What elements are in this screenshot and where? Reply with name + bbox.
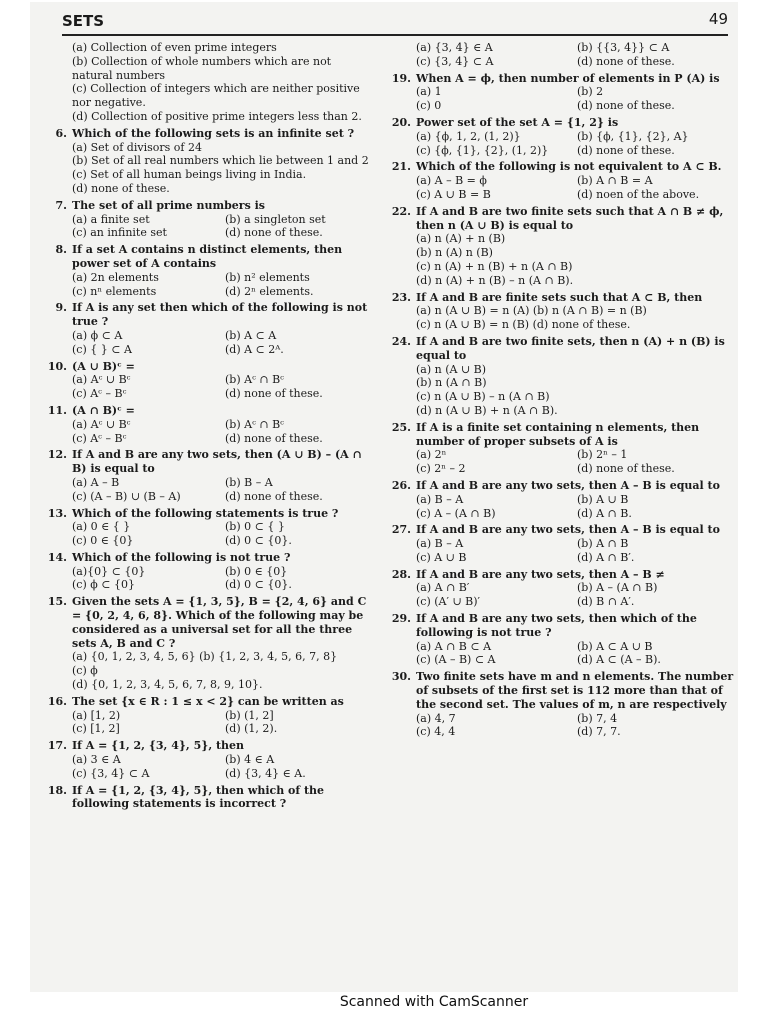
option: (c) {3, 4} ⊂ A <box>416 54 494 68</box>
question-number: 25. <box>391 420 411 434</box>
option-list <box>416 581 734 609</box>
scanned-page <box>30 2 738 992</box>
option: (d) A ⊂ 2ᴬ. <box>225 342 284 356</box>
question-number: 17. <box>47 739 67 753</box>
option: (a) 2n elements <box>72 270 159 284</box>
option-list <box>416 493 734 521</box>
option: (c) 2ⁿ – 2 <box>416 462 466 476</box>
question-item <box>38 507 374 548</box>
option: (b) A ⊂ A ∪ B <box>577 639 653 653</box>
page-header <box>62 8 728 36</box>
option: (a) A – B <box>72 475 120 489</box>
question-number: 10. <box>47 359 67 373</box>
option: (a) 0 ∈ { } <box>72 520 131 534</box>
option-list <box>416 130 734 158</box>
option-list <box>72 753 374 781</box>
question-number: 29. <box>391 612 411 626</box>
option: (b) Aᶜ ∩ Bᶜ <box>225 417 284 431</box>
option-list <box>72 476 374 504</box>
option: (d) A ∩ B′. <box>577 550 635 564</box>
question-number: 13. <box>47 506 67 520</box>
question-text: If A is any set then which of the following is not true ? <box>72 301 368 329</box>
option: (a) Collection of even prime integers <box>72 41 277 54</box>
question-text: The set {x ∈ R : 1 ≤ x < 2} can be written as <box>72 694 344 708</box>
option: (c) ϕ <box>72 664 98 678</box>
question-number: 30. <box>391 670 411 684</box>
option: (c) ϕ ⊂ {0} <box>72 578 135 592</box>
left-question-list <box>38 127 374 811</box>
option: (b) (1, 2] <box>225 708 274 722</box>
option: (a) [1, 2) <box>72 708 121 722</box>
option-list <box>72 650 374 691</box>
question-text: If A = {1, 2, {3, 4}, 5}, then which of the following statements is incorrect ? <box>72 783 325 811</box>
option: (c) {3, 4} ⊂ A <box>72 766 150 780</box>
option: (b) A ∩ B = A <box>577 174 653 188</box>
option-list <box>72 565 374 593</box>
option-list <box>416 174 734 202</box>
option: (b) {{3, 4}} ⊂ A <box>577 41 670 54</box>
option: (d) n (A) + n (B) – n (A ∩ B). <box>416 273 574 287</box>
option: (c) n (A ∪ B) – n (A ∩ B) <box>416 390 550 404</box>
question-number: 26. <box>391 478 411 492</box>
option: (a) 2ⁿ <box>416 448 447 462</box>
option: (b) a singleton set <box>225 212 326 226</box>
question-number: 23. <box>391 290 411 304</box>
option: (b) A ∪ B <box>577 492 629 506</box>
option: (d) 0 ⊂ {0}. <box>225 578 292 592</box>
question-text: If A and B are finite sets such that A ⊂ B, then <box>416 290 703 304</box>
question-number: 16. <box>47 694 67 708</box>
question-number: 8. <box>55 243 67 257</box>
option-list <box>72 418 374 446</box>
option-list <box>416 712 734 740</box>
option: (d) none of these. <box>225 489 323 503</box>
option: (a){0} ⊂ {0} <box>72 564 146 578</box>
option: (c) nⁿ elements <box>72 284 157 298</box>
scanner-watermark: Scanned with CamScanner <box>339 994 529 1010</box>
option-list <box>416 232 734 287</box>
option: (c) (A – B) ⊂ A <box>416 653 496 667</box>
option: (a) 4, 7 <box>416 711 456 725</box>
option: (d) Collection of positive prime integers less than 2. <box>72 109 362 123</box>
question-number: 12. <box>47 448 67 462</box>
option: (b) 7, 4 <box>577 711 618 725</box>
option: (c) n (A ∪ B) = n (B) (d) none of these. <box>416 318 631 332</box>
question-text: Which of the following is not equivalent to A ⊂ B. <box>416 160 722 174</box>
option: (a) ϕ ⊂ A <box>72 328 123 342</box>
continued-question <box>38 41 374 124</box>
option: (d) A ⊂ (A – B). <box>577 653 661 667</box>
option-list <box>416 448 734 476</box>
question-item <box>38 404 374 445</box>
option-list <box>72 709 374 737</box>
option: (a) 3 ∈ A <box>72 753 121 767</box>
option-list <box>72 141 374 196</box>
option: (a) Aᶜ ∪ Bᶜ <box>72 417 131 431</box>
question-number: 22. <box>391 204 411 218</box>
question-item <box>382 670 734 739</box>
question-text: Power set of the set A = {1, 2} is <box>416 115 619 129</box>
option: (b) 0 ⊂ { } <box>225 520 285 534</box>
question-text: Which of the following is not true ? <box>72 550 291 564</box>
right-question-list <box>382 72 734 740</box>
option: (d) none of these. <box>577 54 675 68</box>
question-number: 9. <box>55 301 67 315</box>
option: (d) none of these. <box>225 387 323 401</box>
option: (d) none of these. <box>577 462 675 476</box>
continued-options <box>72 41 374 124</box>
question-text: (A ∪ B)ᶜ = <box>72 359 135 373</box>
option: (b) A ∩ B <box>577 537 629 551</box>
option: (a) {0, 1, 2, 3, 4, 5, 6} (b) {1, 2, 3, 4, 5, 6, 7, 8} <box>72 650 338 664</box>
option: (b) 0 ∈ {0} <box>225 564 288 578</box>
option: (d) noen of the above. <box>577 187 700 201</box>
option: (d) B ∩ A′. <box>577 595 635 609</box>
option: (c) {ϕ, {1}, {2}, (1, 2)} <box>416 143 549 157</box>
question-number: 28. <box>391 567 411 581</box>
continued-options-18 <box>416 41 734 69</box>
question-number: 19. <box>391 71 411 85</box>
option-list <box>72 271 374 299</box>
option: (c) 0 <box>416 99 442 113</box>
option: (d) {0, 1, 2, 3, 4, 5, 6, 7, 8, 9, 10}. <box>72 678 263 692</box>
question-item <box>382 421 734 476</box>
question-text: If A and B are any two sets, then which of the following is not true ? <box>416 612 697 639</box>
question-number: 7. <box>55 198 67 212</box>
option: (d) none of these. <box>225 431 323 445</box>
option: (c) Aᶜ – Bᶜ <box>72 387 127 401</box>
option: (a) 1 <box>416 85 442 99</box>
page-number: 49 <box>708 10 728 28</box>
question-item <box>38 199 374 240</box>
question-item <box>38 360 374 401</box>
section-title: SETS <box>62 12 105 30</box>
question-text: Which of the following sets is an infinite set ? <box>72 126 355 140</box>
option: (d) A ∩ B. <box>577 506 632 520</box>
option: (c) Collection of integers which are neither positive nor negative. <box>72 82 360 110</box>
question-number: 14. <box>47 550 67 564</box>
option-list <box>416 304 734 332</box>
option-list <box>72 213 374 241</box>
option: (b) n² elements <box>225 270 310 284</box>
option: (c) (A′ ∪ B)′ <box>416 595 481 609</box>
question-text: Two finite sets have m and n elements. The number of subsets of the first set is 112 more than that of the second set. The values of m, n are respectively <box>416 670 734 711</box>
question-number: 27. <box>391 523 411 537</box>
option-list <box>72 373 374 401</box>
option: (b) Aᶜ ∩ Bᶜ <box>225 373 284 387</box>
right-column <box>382 38 734 739</box>
option: (b) {ϕ, {1}, {2}, A} <box>577 129 689 143</box>
option: (a) A – B = ϕ <box>416 174 487 188</box>
option: (d) (1, 2). <box>225 722 278 736</box>
question-text: When A = ϕ, then number of elements in P (A) is <box>416 71 720 85</box>
option: (a) Aᶜ ∪ Bᶜ <box>72 373 131 387</box>
question-item <box>382 612 734 667</box>
question-text: If A and B are any two sets, then A – B ≠ <box>416 567 665 581</box>
option: (a) Set of divisors of 24 <box>72 140 202 154</box>
option: (d) n (A ∪ B) + n (A ∩ B). <box>416 403 558 417</box>
question-item <box>382 160 734 201</box>
question-text: If A is a finite set containing n elements, then number of proper subsets of A is <box>416 420 700 448</box>
question-item <box>38 448 374 503</box>
question-item <box>382 523 734 564</box>
question-number: 18. <box>47 783 67 797</box>
option-list <box>416 85 734 113</box>
question-text: If A = {1, 2, {3, 4}, 5}, then <box>72 739 245 753</box>
question-text: If A and B are any two sets, then A – B is equal to <box>416 478 720 492</box>
question-number: 24. <box>391 334 411 348</box>
option: (c) n (A) + n (B) + n (A ∩ B) <box>416 259 573 273</box>
question-item <box>382 72 734 113</box>
question-item <box>382 479 734 520</box>
question-item <box>38 243 374 298</box>
option: (a) a finite set <box>72 212 150 226</box>
question-number: 20. <box>391 115 411 129</box>
option: (c) A ∪ B <box>416 550 467 564</box>
option: (b) 4 ∈ A <box>225 753 275 767</box>
option: (d) none of these. <box>577 99 675 113</box>
option: (b) n (A) n (B) <box>416 246 493 260</box>
option: (d) none of these. <box>72 181 170 195</box>
question-number: 11. <box>47 403 67 417</box>
option: (b) A – (A ∩ B) <box>577 581 658 595</box>
question-item <box>382 205 734 288</box>
question-text: If A and B are any two sets, then (A ∪ B) – (A ∩ B) is equal to <box>72 448 362 476</box>
option: (b) Set of all real numbers which lie between 1 and 2 <box>72 154 369 168</box>
question-item <box>38 301 374 356</box>
question-item <box>382 291 734 332</box>
option: (c) [1, 2] <box>72 722 120 736</box>
question-item <box>382 568 734 609</box>
option: (b) Collection of whole numbers which are not natural numbers <box>72 54 332 82</box>
option: (a) {3, 4} ∈ A <box>416 41 493 54</box>
option: (c) A – (A ∩ B) <box>416 506 496 520</box>
option: (a) A ∩ B′ <box>416 581 470 595</box>
option: (a) {ϕ, 1, 2, (1, 2)} <box>416 129 521 143</box>
question-item <box>382 116 734 157</box>
question-text: If A and B are two finite sets such that A ∩ B ≠ ϕ, then n (A ∪ B) is equal to <box>416 204 724 232</box>
option: (a) B – A <box>416 492 464 506</box>
option: (c) A ∪ B = B <box>416 187 491 201</box>
option: (b) 2 <box>577 85 604 99</box>
option: (c) (A – B) ∪ (B – A) <box>72 489 181 503</box>
question-text: Given the sets A = {1, 3, 5}, B = {2, 4, 6} and C = {0, 2, 4, 6, 8}. Which of the following may be considered as a universal set for all the three sets A, B and C ? <box>72 595 367 650</box>
option: (d) 7, 7. <box>577 725 621 739</box>
question-item <box>38 739 374 780</box>
option: (d) 0 ⊂ {0}. <box>225 534 292 548</box>
question-text: If A and B are any two sets, then A – B is equal to <box>416 523 720 537</box>
option-list <box>72 520 374 548</box>
question-item <box>38 695 374 736</box>
option: (b) n (A ∩ B) <box>416 376 487 390</box>
option: (b) 2ⁿ – 1 <box>577 448 628 462</box>
option: (a) n (A) + n (B) <box>416 232 506 246</box>
question-number: 6. <box>55 126 67 140</box>
question-text: The set of all prime numbers is <box>72 198 265 212</box>
option: (d) none of these. <box>225 226 323 240</box>
option: (a) n (A ∪ B) <box>416 362 487 376</box>
option: (c) Set of all human beings living in India. <box>72 168 307 182</box>
question-item <box>38 784 374 812</box>
option: (d) 2ⁿ elements. <box>225 284 314 298</box>
question-text: (A ∩ B)ᶜ = <box>72 403 135 417</box>
option: (c) 4, 4 <box>416 725 456 739</box>
question-number: 15. <box>47 595 67 609</box>
question-item <box>382 335 734 418</box>
option-list <box>72 329 374 357</box>
continued-question-18 <box>382 41 734 69</box>
question-text: If a set A contains n distinct elements, then power set of A contains <box>72 243 343 270</box>
option: (c) 0 ∈ {0} <box>72 534 134 548</box>
question-item <box>38 551 374 592</box>
question-number: 21. <box>391 160 411 174</box>
question-item <box>38 595 374 692</box>
option: (a) B – A <box>416 537 464 551</box>
option: (b) A ⊂ A <box>225 328 277 342</box>
question-item <box>38 127 374 196</box>
option: (d) {3, 4} ∈ A. <box>225 766 306 780</box>
option: (a) n (A ∪ B) = n (A) (b) n (A ∩ B) = n (B) <box>416 304 647 318</box>
option-list <box>416 363 734 418</box>
option: (c) an infinite set <box>72 226 167 240</box>
question-text: Which of the following statements is true ? <box>72 506 339 520</box>
option-list <box>416 537 734 565</box>
option: (a) A ∩ B ⊂ A <box>416 639 492 653</box>
left-column <box>38 38 374 811</box>
option: (d) none of these. <box>577 143 675 157</box>
option: (c) Aᶜ – Bᶜ <box>72 431 127 445</box>
option: (c) { } ⊂ A <box>72 342 132 356</box>
option-list <box>416 640 734 668</box>
question-text: If A and B are two finite sets, then n (A) + n (B) is equal to <box>416 334 725 362</box>
option: (b) B – A <box>225 475 273 489</box>
